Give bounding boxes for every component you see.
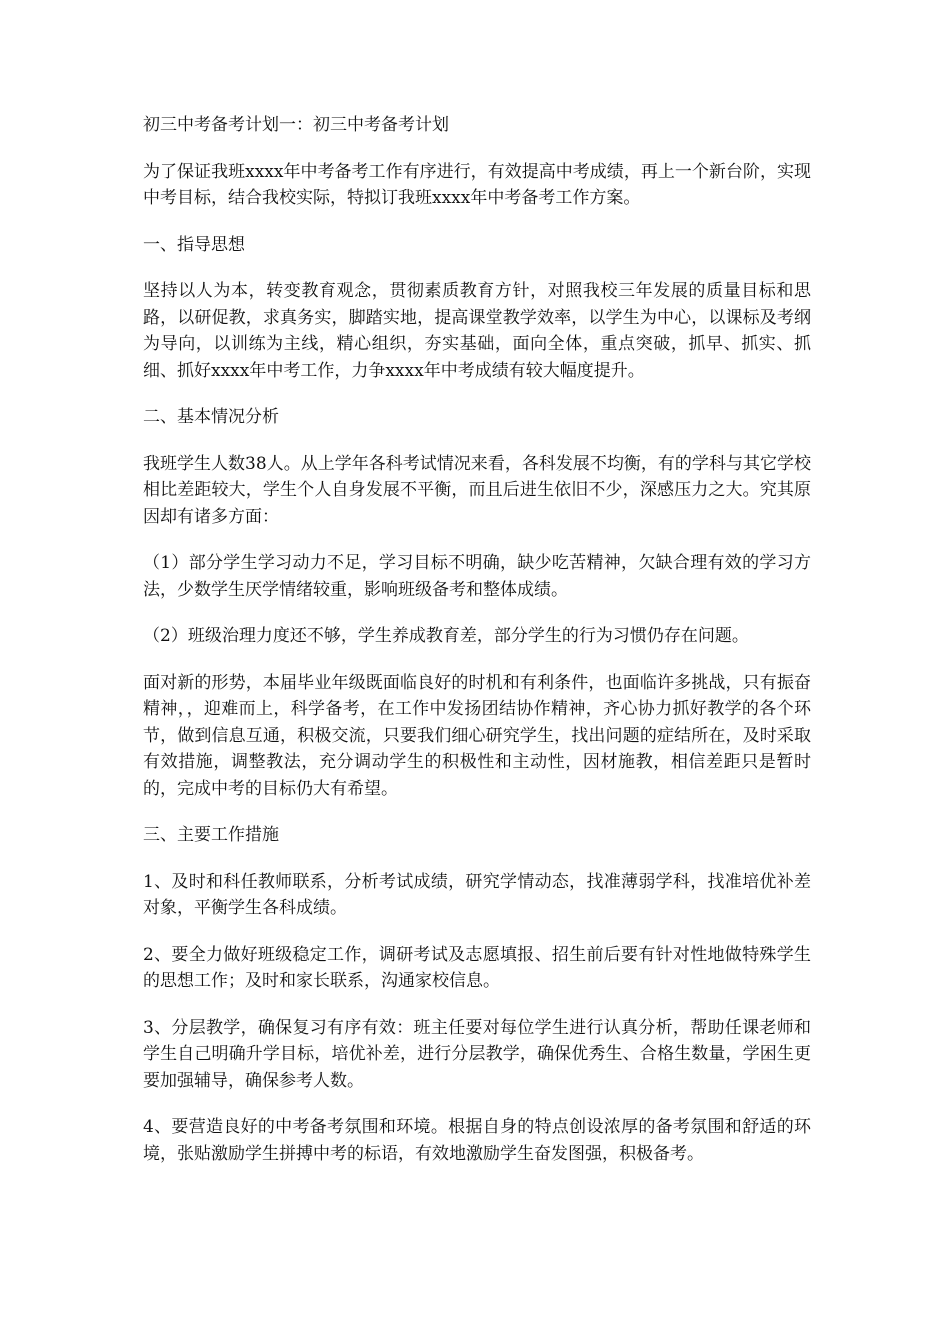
new-situation-paragraph: 面对新的形势，本届毕业年级既面临良好的时机和有利条件，也面临许多挑战，只有振奋精神，，迎难而上，科学备考，在工作中发扬团结协作精神，齐心协力抓好教学的各个环节，做到信息互通，积极交流，只要我们细心研究学生，找出问题的症结所在，及时采取有效措施，调整教法，充分调动学生的积极性和主动性，因材施教，相信差距只是暂时的，完成中考的目标仍大有希望。 [143,672,811,799]
measure-item-4: 4、要营造良好的中考备考氛围和环境。根据自身的特点创设浓厚的备考氛围和舒适的环境，张贴激励学生拼搏中考的标语，有效地激励学生奋发图强，积极备考。 [143,1117,811,1164]
document-title: 初三中考备考计划一：初三中考备考计划 [143,115,449,135]
situation-analysis-paragraph: 我班学生人数38人。从上学年各科考试情况来看，各科发展不均衡，有的学科与其它学校相比差距较大，学生个人自身发展不平衡，而且后进生依旧不少，深感压力之大。究其原因却有诸多方面： [143,453,811,527]
measure-item-2: 2、要全力做好班级稳定工作，调研考试及志愿填报、招生前后要有针对性地做特殊学生的思想工作；及时和家长联系，沟通家校信息。 [143,944,811,991]
section-heading-guiding-thought: 一、指导思想 [143,234,245,255]
intro-paragraph: 为了保证我班xxxx年中考备考工作有序进行，有效提高中考成绩，再上一个新台阶，实现中考目标，结合我校实际，特拟订我班xxxx年中考备考工作方案。 [143,161,811,208]
reason-item-1: （1）部分学生学习动力不足，学习目标不明确，缺少吃苦精神，欠缺合理有效的学习方法，少数学生厌学情绪较重，影响班级备考和整体成绩。 [143,553,811,600]
document-page [143,112,811,1187]
measure-item-1: 1、及时和科任教师联系，分析考试成绩，研究学情动态，找准薄弱学科，找准培优补差对象，平衡学生各科成绩。 [143,871,811,918]
section-heading-situation-analysis: 二、基本情况分析 [143,407,279,427]
reason-item-2: （2）班级治理力度还不够，学生养成教育差，部分学生的行为习惯仍存在问题。 [143,626,749,646]
measure-item-3: 3、分层教学，确保复习有序有效：班主任要对每位学生进行认真分析，帮助任课老师和学生自己明确升学目标，培优补差，进行分层教学，确保优秀生、合格生数量，学困生更要加强辅导，确保参考人数。 [143,1017,811,1091]
section-heading-main-measures: 三、主要工作措施 [143,825,279,845]
guiding-thought-paragraph: 坚持以人为本，转变教育观念，贯彻素质教育方针，对照我校三年发展的质量目标和思路，以研促教，求真务实，脚踏实地，提高课堂教学效率，以学生为中心，以课标及考纲为导向，以训练为主线，精心组织，夯实基础，面向全体，重点突破，抓早、抓实、抓细、抓好xxxx年中考工作，力争xxxx年中考成绩有较大幅度提升。 [143,281,811,381]
